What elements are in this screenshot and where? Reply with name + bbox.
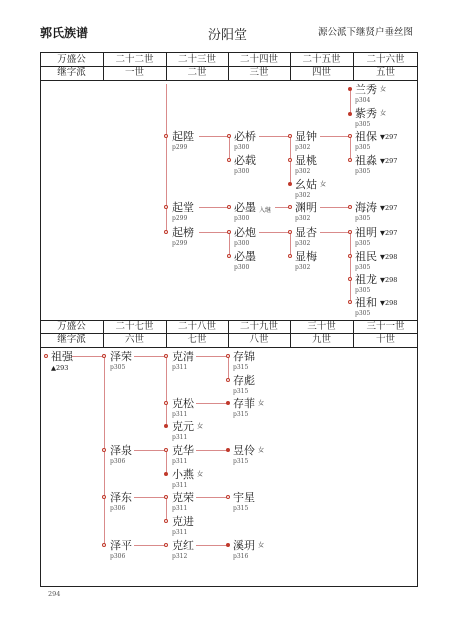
connector-line xyxy=(196,497,228,498)
person-name: 必炮 xyxy=(234,226,256,239)
connector-line xyxy=(320,232,350,233)
person-name: 起陞 xyxy=(172,130,194,143)
male-marker-dot xyxy=(164,495,168,499)
male-marker-dot xyxy=(226,378,230,382)
person-name: 克进 xyxy=(172,515,194,528)
gender-marker: 女 xyxy=(258,400,265,407)
person-name: 泽荣 xyxy=(110,350,132,363)
connector-line xyxy=(134,356,166,357)
male-marker-dot xyxy=(164,205,168,209)
ancestor-header: 二十七世 xyxy=(115,321,154,332)
ancestor-header: 二十九世 xyxy=(239,321,278,332)
male-marker-dot xyxy=(164,448,168,452)
person-name: 祖龙 xyxy=(355,273,377,286)
person-name: 宇星 xyxy=(233,491,255,504)
person-name: 祖明 xyxy=(355,226,377,239)
person-name: 显杏 xyxy=(295,226,317,239)
person-name: 克红 xyxy=(172,539,194,552)
adoption-note: 入继 xyxy=(259,207,272,214)
female-marker-dot xyxy=(164,472,168,476)
connector-line xyxy=(134,450,166,451)
person-name: 起榜 xyxy=(172,226,194,239)
cross-reference: ▼297 xyxy=(380,204,398,212)
gender-marker: 女 xyxy=(258,542,265,549)
cross-reference: ▲293 xyxy=(51,364,69,372)
person-name: 克松 xyxy=(172,397,194,410)
ancestor-header: 二十四世 xyxy=(239,54,278,65)
page-reference: p300 xyxy=(234,240,250,247)
connector-line xyxy=(259,232,290,233)
male-marker-dot xyxy=(348,205,352,209)
connector-line xyxy=(166,84,167,234)
cross-reference: ▼298 xyxy=(380,276,398,284)
generation-header: 二世 xyxy=(187,67,207,78)
male-marker-dot xyxy=(102,354,106,358)
page-reference: p315 xyxy=(233,411,249,418)
page-reference: p316 xyxy=(233,553,249,560)
generation-header: 继字派 xyxy=(57,334,86,345)
male-marker-dot xyxy=(227,158,231,162)
page-number: 294 xyxy=(48,590,61,598)
page-reference: p299 xyxy=(172,144,188,151)
connector-line xyxy=(350,232,351,302)
male-marker-dot xyxy=(288,158,292,162)
person-name: 渊明 xyxy=(295,201,317,214)
connector-line xyxy=(320,136,350,137)
person-name: 显桃 xyxy=(295,154,317,167)
ancestor-header: 二十六世 xyxy=(366,54,405,65)
page-reference: p302 xyxy=(295,168,311,175)
gender-marker: 女 xyxy=(258,447,265,454)
connector-line xyxy=(228,356,229,380)
generation-header: 十世 xyxy=(375,334,395,345)
page-reference: p305 xyxy=(355,264,371,271)
page-reference: p302 xyxy=(295,264,311,271)
page-reference: p299 xyxy=(172,215,188,222)
female-marker-dot xyxy=(288,182,292,186)
person-name: 紫秀 xyxy=(355,107,377,120)
person-name: 克清 xyxy=(172,350,194,363)
male-marker-dot xyxy=(164,519,168,523)
chart-title: 源公派下继贤户垂丝图 xyxy=(318,27,414,38)
gender-marker: 女 xyxy=(197,471,204,478)
male-marker-dot xyxy=(288,254,292,258)
page-reference: p312 xyxy=(172,553,188,560)
page-reference: p305 xyxy=(355,121,371,128)
generation-header: 七世 xyxy=(187,334,207,345)
page-reference: p300 xyxy=(234,215,250,222)
page-reference: p311 xyxy=(172,434,188,441)
male-marker-dot xyxy=(348,254,352,258)
divider xyxy=(40,347,418,348)
page-reference: p311 xyxy=(172,411,188,418)
person-name: 克元 xyxy=(172,420,194,433)
ancestor-header: 万盛公 xyxy=(57,321,86,332)
generation-header: 四世 xyxy=(311,67,331,78)
connector-line xyxy=(199,136,229,137)
male-marker-dot xyxy=(227,230,231,234)
female-marker-dot xyxy=(226,448,230,452)
person-name: 必桥 xyxy=(234,130,256,143)
gender-marker: 女 xyxy=(320,181,327,188)
person-name: 祖民 xyxy=(355,250,377,263)
page-reference: p306 xyxy=(110,458,126,465)
person-name: 祖强 xyxy=(51,350,73,363)
page-reference: p302 xyxy=(295,144,311,151)
connector-line xyxy=(350,136,351,160)
ancestor-header: 二十五世 xyxy=(302,54,341,65)
page-reference: p299 xyxy=(172,240,188,247)
person-name: 克华 xyxy=(172,444,194,457)
person-name: 泽泉 xyxy=(110,444,132,457)
generation-header: 五世 xyxy=(375,67,395,78)
person-name: 存锦 xyxy=(233,350,255,363)
person-name: 克荣 xyxy=(172,491,194,504)
person-name: 兰秀 xyxy=(355,83,377,96)
male-marker-dot xyxy=(348,134,352,138)
female-marker-dot xyxy=(164,424,168,428)
connector-line xyxy=(196,403,228,404)
male-marker-dot xyxy=(102,543,106,547)
gender-marker: 女 xyxy=(380,86,387,93)
male-marker-dot xyxy=(227,205,231,209)
ancestor-header: 二十二世 xyxy=(115,54,154,65)
page-reference: p300 xyxy=(234,264,250,271)
male-marker-dot xyxy=(288,134,292,138)
page-reference: p300 xyxy=(234,168,250,175)
male-marker-dot xyxy=(164,401,168,405)
connector-line xyxy=(134,545,166,546)
connector-line xyxy=(72,356,104,357)
person-name: 泽东 xyxy=(110,491,132,504)
person-name: 祖淼 xyxy=(355,154,377,167)
generation-header: 继字派 xyxy=(57,67,86,78)
generation-header: 八世 xyxy=(249,334,269,345)
ancestor-header: 二十三世 xyxy=(177,54,216,65)
cross-reference: ▼298 xyxy=(380,253,398,261)
page-reference: p315 xyxy=(233,388,249,395)
male-marker-dot xyxy=(227,254,231,258)
connector-line xyxy=(196,450,228,451)
ancestor-header: 万盛公 xyxy=(57,54,86,65)
connector-line xyxy=(166,450,167,474)
page-header xyxy=(0,0,455,48)
male-marker-dot xyxy=(227,134,231,138)
generation-header: 六世 xyxy=(124,334,144,345)
page-reference: p315 xyxy=(233,505,249,512)
female-marker-dot xyxy=(348,87,352,91)
connector-line xyxy=(290,232,291,256)
ancestor-header: 二十八世 xyxy=(177,321,216,332)
page-reference: p302 xyxy=(295,240,311,247)
generation-header: 三世 xyxy=(249,67,269,78)
divider xyxy=(40,80,418,81)
female-marker-dot xyxy=(226,401,230,405)
male-marker-dot xyxy=(164,354,168,358)
page-reference: p305 xyxy=(355,215,371,222)
page-reference: p305 xyxy=(110,364,126,371)
connector-line xyxy=(259,136,290,137)
page-reference: p302 xyxy=(295,192,311,199)
page-reference: p305 xyxy=(355,310,371,317)
connector-line xyxy=(229,136,230,160)
male-marker-dot xyxy=(288,230,292,234)
generation-header: 九世 xyxy=(311,334,331,345)
person-name: 祖和 xyxy=(355,296,377,309)
male-marker-dot xyxy=(102,495,106,499)
page-reference: p302 xyxy=(295,215,311,222)
male-marker-dot xyxy=(164,134,168,138)
page-reference: p311 xyxy=(172,529,188,536)
person-name: 昱伶 xyxy=(233,444,255,457)
male-marker-dot xyxy=(226,495,230,499)
person-name: 必墨 xyxy=(234,201,256,214)
page-reference: p311 xyxy=(172,458,188,465)
page-reference: p306 xyxy=(110,505,126,512)
person-name: 小燕 xyxy=(172,468,194,481)
male-marker-dot xyxy=(348,158,352,162)
page-reference: p311 xyxy=(172,482,188,489)
gender-marker: 女 xyxy=(197,423,204,430)
person-name: 泽平 xyxy=(110,539,132,552)
female-marker-dot xyxy=(226,543,230,547)
page-reference: p311 xyxy=(172,505,188,512)
generation-header: 一世 xyxy=(124,67,144,78)
person-name: 存菲 xyxy=(233,397,255,410)
person-name: 必载 xyxy=(234,154,256,167)
male-marker-dot xyxy=(44,354,48,358)
male-marker-dot xyxy=(348,300,352,304)
cross-reference: ▼297 xyxy=(380,157,398,165)
page-reference: p304 xyxy=(355,97,371,104)
connector-line xyxy=(166,497,167,521)
connector-line xyxy=(199,232,229,233)
ancestor-header: 三十世 xyxy=(307,321,336,332)
connector-line xyxy=(199,207,229,208)
person-name: 幺姑 xyxy=(295,178,317,191)
person-name: 海涛 xyxy=(355,201,377,214)
page-reference: p315 xyxy=(233,458,249,465)
male-marker-dot xyxy=(164,543,168,547)
person-name: 祖保 xyxy=(355,130,377,143)
person-name: 起堂 xyxy=(172,201,194,214)
hall-name: 汾阳堂 xyxy=(208,28,248,43)
ancestor-header: 三十一世 xyxy=(366,321,405,332)
male-marker-dot xyxy=(348,230,352,234)
male-marker-dot xyxy=(164,230,168,234)
connector-line xyxy=(196,356,228,357)
person-name: 溪玥 xyxy=(233,539,255,552)
person-name: 必墨 xyxy=(234,250,256,263)
connector-line xyxy=(196,545,228,546)
page-reference: p300 xyxy=(234,144,250,151)
connector-line xyxy=(229,232,230,256)
page-reference: p305 xyxy=(355,144,371,151)
page-reference: p305 xyxy=(355,240,371,247)
person-name: 存彪 xyxy=(233,374,255,387)
male-marker-dot xyxy=(102,448,106,452)
person-name: 显梅 xyxy=(295,250,317,263)
male-marker-dot xyxy=(348,277,352,281)
cross-reference: ▼297 xyxy=(380,133,398,141)
cross-reference: ▼298 xyxy=(380,299,398,307)
male-marker-dot xyxy=(226,354,230,358)
book-title: 郭氏族谱 xyxy=(40,26,89,40)
page-reference: p315 xyxy=(233,364,249,371)
connector-line xyxy=(320,207,350,208)
page-reference: p306 xyxy=(110,553,126,560)
female-marker-dot xyxy=(348,112,352,116)
connector-line xyxy=(166,356,167,426)
page-reference: p305 xyxy=(355,168,371,175)
page-reference: p311 xyxy=(172,364,188,371)
male-marker-dot xyxy=(288,205,292,209)
connector-line xyxy=(134,497,166,498)
gender-marker: 女 xyxy=(380,110,387,117)
page-reference: p305 xyxy=(355,287,371,294)
cross-reference: ▼297 xyxy=(380,229,398,237)
person-name: 显钟 xyxy=(295,130,317,143)
